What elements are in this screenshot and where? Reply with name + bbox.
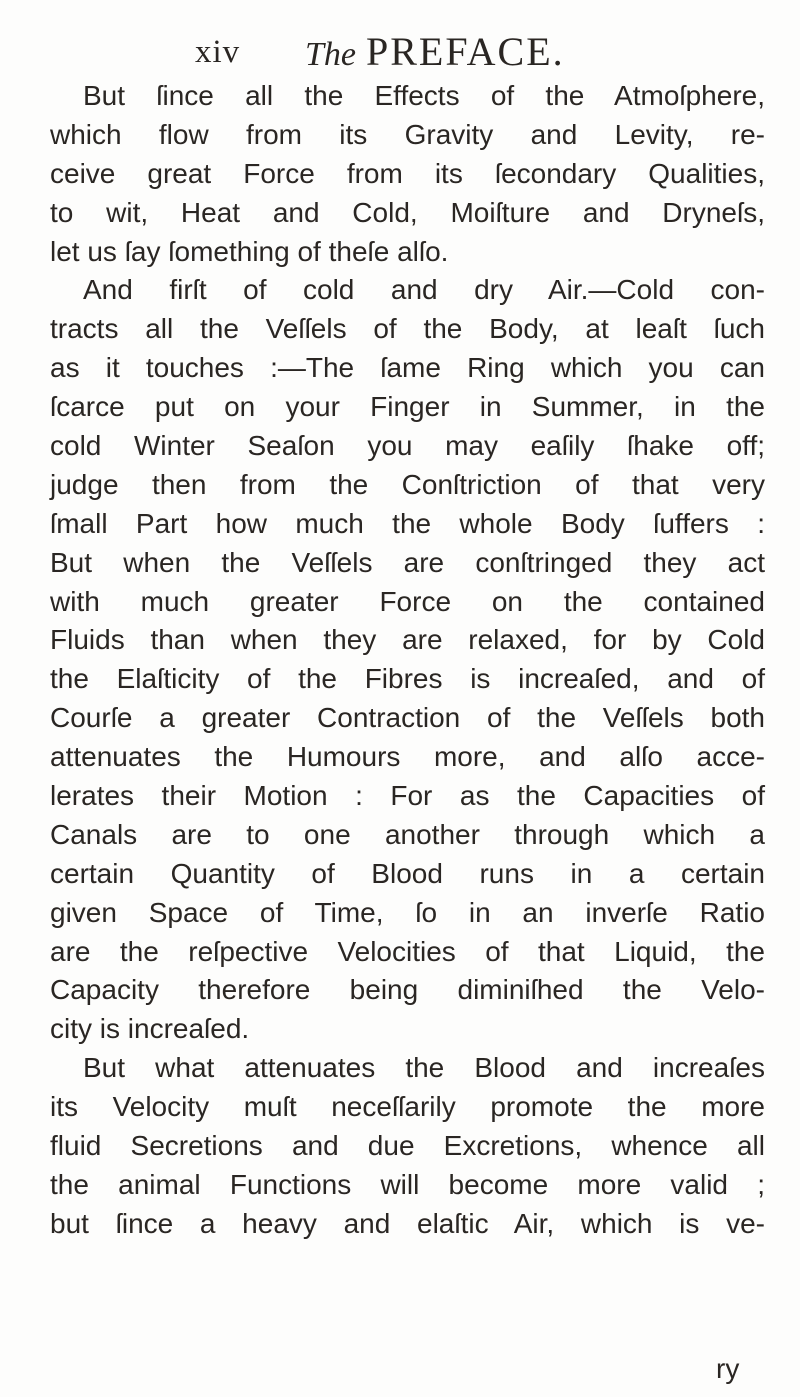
text-line: certain Quantity of Blood runs in a certain	[50, 857, 765, 889]
text-line: ceive great Force from its ſecondary Qualities,	[50, 157, 765, 189]
text-line: Courſe a greater Contraction of the Veſſels both	[50, 702, 765, 734]
text-line: given Space of Time, ſo in an inverſe Ratio	[50, 896, 765, 928]
text-line: fluid Secretions and due Excretions, whence all	[50, 1130, 765, 1162]
page-number: xiv	[195, 34, 241, 70]
text-line: which flow from its Gravity and Levity, re-	[50, 118, 765, 150]
text-line: let us ſay ſomething of theſe alſo.	[50, 235, 449, 267]
text-line: But what attenuates the Blood and increaſes	[83, 1052, 765, 1084]
running-head	[305, 28, 565, 75]
text-line: cold Winter Seaſon you may eaſily ſhake off;	[50, 430, 765, 462]
text-line: the animal Functions will become more valid ;	[50, 1168, 765, 1200]
text-line: as it touches :—The ſame Ring which you can	[50, 352, 765, 384]
catchword: ry	[716, 1353, 740, 1384]
running-head-the: The	[305, 36, 356, 73]
text-line: attenuates the Humours more, and alſo acce-	[50, 741, 765, 773]
text-line: And firſt of cold and dry Air.—Cold con-	[83, 274, 765, 306]
body-text	[50, 77, 765, 1244]
text-line: the Elaſticity of the Fibres is increaſed, and of	[50, 663, 765, 695]
text-line: Fluids than when they are relaxed, for by Cold	[50, 624, 765, 656]
text-line: ſmall Part how much the whole Body ſuffers :	[50, 507, 765, 539]
text-line: are the reſpective Velocities of that Liquid, the	[50, 935, 765, 967]
running-head-title: PREFACE.	[366, 29, 565, 74]
text-line: lerates their Motion : For as the Capacities of	[50, 780, 765, 812]
text-line: Capacity therefore being diminiſhed the Velo-	[50, 974, 765, 1006]
page-header	[195, 22, 755, 82]
text-line: judge then from the Conſtriction of that very	[50, 468, 765, 500]
text-line: to wit, Heat and Cold, Moiſture and Dryneſs,	[50, 196, 765, 228]
text-line: But ſince all the Effects of the Atmoſphere,	[83, 80, 765, 111]
text-line: Canals are to one another through which a	[50, 818, 765, 850]
text-line: but ſince a heavy and elaſtic Air, which is ve-	[50, 1207, 765, 1239]
text-line: tracts all the Veſſels of the Body, at leaſt ſuch	[50, 313, 765, 345]
text-line: city is increaſed.	[50, 1013, 250, 1045]
text-line: But when the Veſſels are conſtringed they act	[50, 546, 765, 578]
text-line: with much greater Force on the contained	[50, 585, 765, 617]
text-line: ſcarce put on your Finger in Summer, in the	[50, 391, 765, 423]
text-line: its Velocity muſt neceſſarily promote the more	[50, 1091, 765, 1123]
